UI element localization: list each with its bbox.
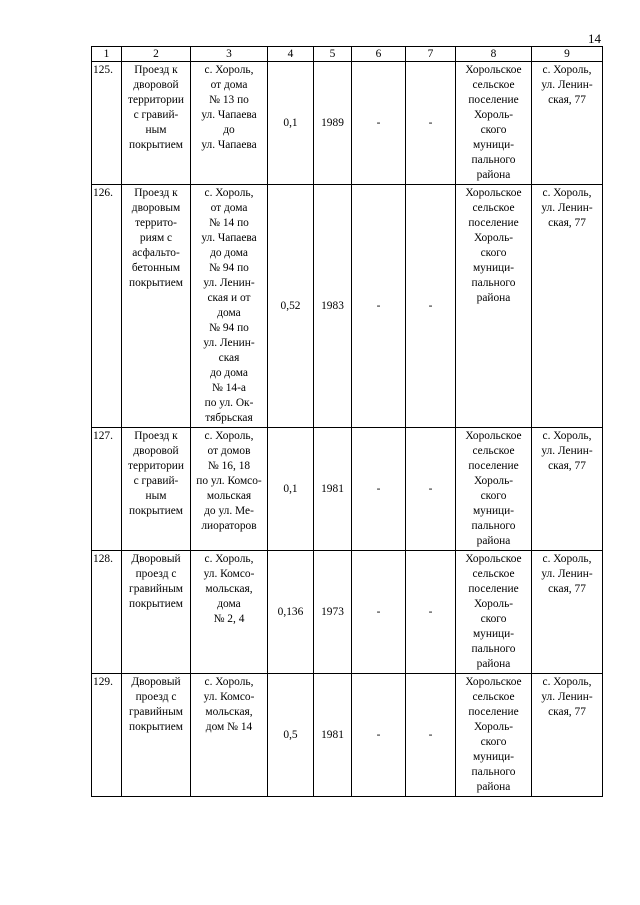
object-location-line: № 94 по <box>209 322 249 334</box>
owner-name-line: поселение <box>468 94 519 106</box>
object-location <box>191 551 268 674</box>
object-name-line: территории <box>128 94 184 106</box>
object-location <box>191 62 268 185</box>
object-location-line: лиораторов <box>201 520 257 532</box>
object-name-line: с гравий- <box>133 109 179 121</box>
year-value: 1983 <box>314 185 352 428</box>
object-location <box>191 674 268 797</box>
column-header: 5 <box>314 47 352 62</box>
owner-name-line: Хорольское <box>465 430 522 442</box>
object-location-line: мольская, <box>205 583 253 595</box>
owner-address-line: ул. Ленин- <box>541 202 593 214</box>
owner-name <box>456 674 532 797</box>
object-location-line: № 16, 18 <box>207 460 251 472</box>
owner-name-line: муници- <box>472 628 515 640</box>
object-location <box>191 428 268 551</box>
object-location-line: № 94 по <box>209 262 249 274</box>
table-body <box>92 62 603 797</box>
year-value: 1989 <box>314 62 352 185</box>
row-number: 129. <box>92 674 122 797</box>
object-location-line: № 14 по <box>209 217 249 229</box>
table-row <box>92 185 603 428</box>
owner-name-line: Хороль- <box>473 475 514 487</box>
object-name-line: с гравий- <box>133 475 179 487</box>
column-header: 4 <box>268 47 314 62</box>
row-number: 125. <box>92 62 122 185</box>
owner-address-line: ская, 77 <box>548 94 586 106</box>
owner-address-line: ул. Ленин- <box>541 568 593 580</box>
object-location-line: ул. Чапаева <box>201 139 257 151</box>
column-6-value: - <box>352 674 406 797</box>
owner-address-line: ул. Ленин- <box>541 691 593 703</box>
owner-address-line: ул. Ленин- <box>541 445 593 457</box>
owner-name-line: поселение <box>468 706 519 718</box>
object-location-line: до дома <box>210 247 248 259</box>
owner-name-line: ского <box>480 124 507 136</box>
object-name-line: проезд с <box>135 568 177 580</box>
owner-name-line: Хорольское <box>465 553 522 565</box>
object-location-line: до дома <box>210 367 248 379</box>
object-location-line: № 2, 4 <box>213 613 245 625</box>
object-location-line: от дома <box>210 202 248 214</box>
page-number: 14 <box>588 31 601 46</box>
column-header: 6 <box>352 47 406 62</box>
object-location <box>191 185 268 428</box>
object-location-line: от домов <box>207 445 251 457</box>
owner-name-line: пального <box>471 277 516 289</box>
object-name-line: дворовой <box>133 79 179 91</box>
length-value: 0,136 <box>268 551 314 674</box>
column-6-value: - <box>352 428 406 551</box>
object-location-line: ская и от <box>207 292 251 304</box>
owner-address <box>532 62 603 185</box>
table-row <box>92 428 603 551</box>
length-value: 0,52 <box>268 185 314 428</box>
row-number: 128. <box>92 551 122 674</box>
owner-name-line: Хорольское <box>465 187 522 199</box>
owner-name-line: ского <box>480 613 507 625</box>
owner-name-line: Хорольское <box>465 64 522 76</box>
year-value: 1981 <box>314 428 352 551</box>
column-header: 8 <box>456 47 532 62</box>
year-value: 1981 <box>314 674 352 797</box>
object-location-line: дом № 14 <box>205 721 253 733</box>
column-6-value: - <box>352 185 406 428</box>
owner-name-line: сельское <box>472 691 515 703</box>
table-row <box>92 62 603 185</box>
object-name-line: покрытием <box>128 277 183 289</box>
owner-address-line: с. Хороль, <box>542 64 592 76</box>
owner-name-line: района <box>476 781 511 793</box>
object-location-line: ул. Ленин- <box>203 277 255 289</box>
owner-name-line: сельское <box>472 568 515 580</box>
column-7-value: - <box>406 428 456 551</box>
column-7-value: - <box>406 185 456 428</box>
object-location-line: ская <box>218 352 240 364</box>
object-location-line: с. Хороль, <box>204 676 254 688</box>
owner-name-line: поселение <box>468 583 519 595</box>
object-name-line: дворовым <box>131 202 181 214</box>
object-name-line: территории <box>128 460 184 472</box>
owner-address-line: с. Хороль, <box>542 430 592 442</box>
object-location-line: по ул. Комсо- <box>196 475 262 487</box>
owner-name-line: Хороль- <box>473 598 514 610</box>
object-location-line: ул. Комсо- <box>203 568 255 580</box>
object-location-line: ул. Комсо- <box>203 691 255 703</box>
object-location-line: по ул. Ок- <box>204 397 254 409</box>
object-name-line: террито- <box>135 217 177 229</box>
owner-name-line: пального <box>471 154 516 166</box>
object-location-line: до <box>223 124 235 136</box>
column-header: 7 <box>406 47 456 62</box>
owner-name-line: сельское <box>472 445 515 457</box>
owner-name-line: района <box>476 658 511 670</box>
owner-address-line: ская, 77 <box>548 217 586 229</box>
owner-name <box>456 551 532 674</box>
column-header: 1 <box>92 47 122 62</box>
object-location-line: тябрьская <box>205 412 253 424</box>
owner-name-line: поселение <box>468 460 519 472</box>
object-location-line: дома <box>217 598 241 610</box>
row-number: 127. <box>92 428 122 551</box>
owner-name-line: района <box>476 292 511 304</box>
owner-name-line: муници- <box>472 139 515 151</box>
length-value: 0,1 <box>268 62 314 185</box>
object-name-line: Проезд к <box>134 187 178 199</box>
object-location-line: мольская <box>206 490 252 502</box>
object-name-line: бетонным <box>131 262 181 274</box>
object-name-line: Проезд к <box>134 64 178 76</box>
owner-name-line: ского <box>480 247 507 259</box>
object-location-line: № 13 по <box>209 94 249 106</box>
object-location-line: дома <box>217 307 241 319</box>
object-name-line: покрытием <box>128 505 183 517</box>
object-name <box>122 428 191 551</box>
object-name-line: покрытием <box>128 598 183 610</box>
column-7-value: - <box>406 62 456 185</box>
owner-address <box>532 185 603 428</box>
object-name-line: покрытием <box>128 139 183 151</box>
owner-address-line: ская, 77 <box>548 460 586 472</box>
object-name <box>122 185 191 428</box>
owner-address-line: ская, 77 <box>548 706 586 718</box>
object-location-line: с. Хороль, <box>204 64 254 76</box>
object-name-line: дворовой <box>133 445 179 457</box>
owner-name-line: муници- <box>472 751 515 763</box>
owner-address <box>532 428 603 551</box>
header-row <box>92 47 603 62</box>
owner-name-line: Хороль- <box>473 232 514 244</box>
column-header: 3 <box>191 47 268 62</box>
column-6-value: - <box>352 62 406 185</box>
object-name <box>122 62 191 185</box>
owner-address-line: с. Хороль, <box>542 187 592 199</box>
object-location-line: от дома <box>210 79 248 91</box>
object-name-line: проезд с <box>135 691 177 703</box>
column-header: 9 <box>532 47 603 62</box>
object-location-line: ул. Чапаева <box>201 232 257 244</box>
object-name-line: риям с <box>139 232 173 244</box>
object-location-line: с. Хороль, <box>204 553 254 565</box>
owner-name-line: района <box>476 169 511 181</box>
owner-name-line: сельское <box>472 202 515 214</box>
object-name-line: асфальто- <box>132 247 180 259</box>
column-7-value: - <box>406 551 456 674</box>
year-value: 1973 <box>314 551 352 674</box>
owner-address-line: ская, 77 <box>548 583 586 595</box>
object-name-line: Дворовый <box>131 676 181 688</box>
owner-name-line: Хорольское <box>465 676 522 688</box>
owner-name-line: Хороль- <box>473 109 514 121</box>
length-value: 0,5 <box>268 674 314 797</box>
object-location-line: ул. Чапаева <box>201 109 257 121</box>
owner-name <box>456 62 532 185</box>
owner-name-line: ского <box>480 736 507 748</box>
owner-name <box>456 185 532 428</box>
owner-name-line: района <box>476 535 511 547</box>
table-row <box>92 674 603 797</box>
object-name-line: покрытием <box>128 721 183 733</box>
length-value: 0,1 <box>268 428 314 551</box>
object-name-line: Проезд к <box>134 430 178 442</box>
row-number: 126. <box>92 185 122 428</box>
object-name-line: гравийным <box>129 583 183 595</box>
owner-name-line: сельское <box>472 79 515 91</box>
object-location-line: ул. Ленин- <box>203 337 255 349</box>
owner-name-line: пального <box>471 766 516 778</box>
owner-name-line: пального <box>471 643 516 655</box>
owner-name-line: муници- <box>472 262 515 274</box>
object-name-line: гравийным <box>129 706 183 718</box>
object-name <box>122 551 191 674</box>
owner-address-line: с. Хороль, <box>542 553 592 565</box>
owner-address <box>532 551 603 674</box>
object-name-line: ным <box>145 490 167 502</box>
owner-name-line: пального <box>471 520 516 532</box>
object-location-line: с. Хороль, <box>204 430 254 442</box>
owner-name-line: ского <box>480 490 507 502</box>
object-location-line: до ул. Ме- <box>204 505 254 517</box>
object-location-line: мольская, <box>205 706 253 718</box>
object-name <box>122 674 191 797</box>
table-row <box>92 551 603 674</box>
registry-table <box>91 46 603 797</box>
column-header: 2 <box>122 47 191 62</box>
owner-address-line: с. Хороль, <box>542 676 592 688</box>
owner-name-line: Хороль- <box>473 721 514 733</box>
owner-address <box>532 674 603 797</box>
owner-name-line: муници- <box>472 505 515 517</box>
column-7-value: - <box>406 674 456 797</box>
object-name-line: ным <box>145 124 167 136</box>
owner-address-line: ул. Ленин- <box>541 79 593 91</box>
object-name-line: Дворовый <box>131 553 181 565</box>
owner-name-line: поселение <box>468 217 519 229</box>
object-location-line: с. Хороль, <box>204 187 254 199</box>
column-6-value: - <box>352 551 406 674</box>
owner-name <box>456 428 532 551</box>
object-location-line: № 14-а <box>212 382 246 394</box>
